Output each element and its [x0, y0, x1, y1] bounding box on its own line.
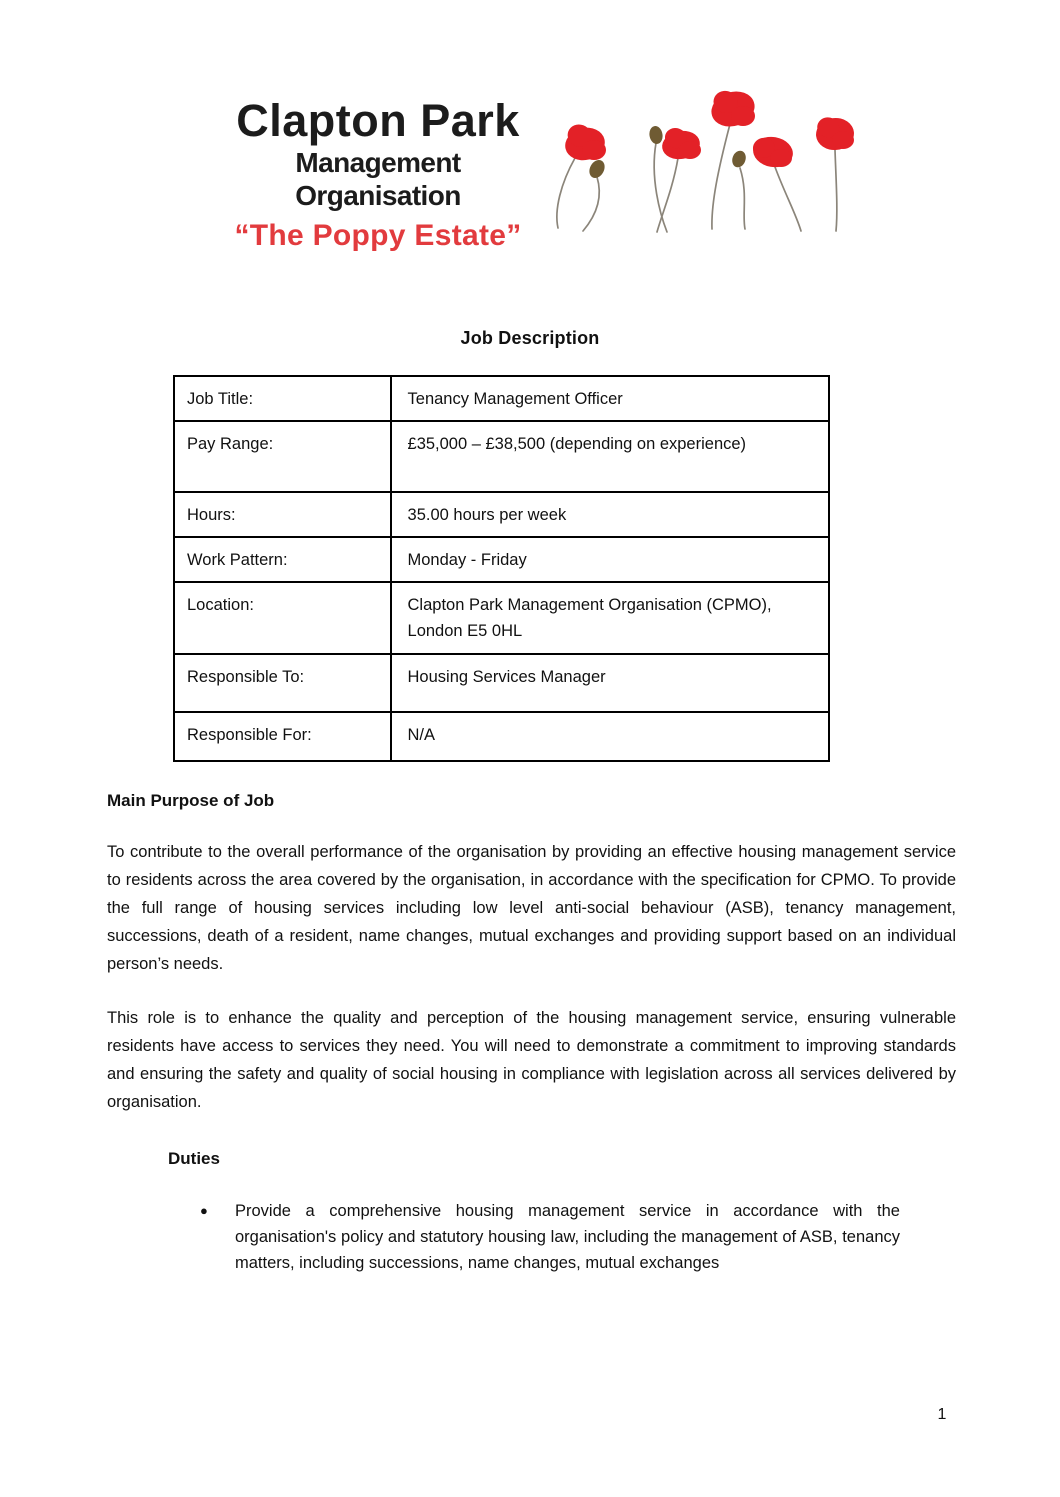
- organisation-logo: [218, 96, 538, 253]
- row-label: Location:: [174, 582, 391, 654]
- job-details-table: [173, 375, 830, 762]
- page-title: Job Description: [460, 328, 600, 348]
- row-label: Responsible To:: [174, 654, 391, 712]
- row-label: Job Title:: [174, 376, 391, 421]
- row-label: Pay Range:: [174, 421, 391, 492]
- page-number: 1: [937, 1406, 947, 1423]
- section-heading-duties: Duties: [168, 1149, 220, 1168]
- row-label: Responsible For:: [174, 712, 391, 761]
- list-item: [107, 1198, 956, 1276]
- bullet-text: Provide a comprehensive housing management service in accordance with the organisation's policy and statutory housing law, including the management of ASB, tenancy matters, including successions, name changes, mutual exchanges: [235, 1202, 900, 1272]
- document-body: [107, 790, 956, 1276]
- table-row: [174, 654, 829, 712]
- row-value: Tenancy Management Officer: [391, 376, 829, 421]
- table-row: [174, 712, 829, 761]
- logo-org-name-line1: Clapton Park: [236, 95, 520, 146]
- row-value: Clapton Park Management Organisation (CPMO), London E5 0HL: [391, 582, 829, 654]
- table-row: [174, 537, 829, 582]
- row-value: £35,000 – £38,500 (depending on experience): [391, 421, 829, 492]
- row-label: Hours:: [174, 492, 391, 537]
- table-row: [174, 582, 829, 654]
- table-row: [174, 492, 829, 537]
- bullet-icon: ●: [200, 1203, 208, 1218]
- row-value: Monday - Friday: [391, 537, 829, 582]
- paragraph: To contribute to the overall performance of the organisation by providing an effective housing management service to residents across the area covered by the organisation, in accordance with the specification for CPMO. To provide the full range of housing services including low level anti-social behaviour (ASB), tenancy management, successions, death of a resident, name changes, mutual exchanges and providing support based on an individual person’s needs.: [107, 843, 956, 973]
- section-heading-main-purpose: Main Purpose of Job: [107, 791, 275, 810]
- table-row: [174, 376, 829, 421]
- row-label: Work Pattern:: [174, 537, 391, 582]
- logo-org-name-line2: Management Organisation: [295, 147, 461, 211]
- row-value: 35.00 hours per week: [391, 492, 829, 537]
- poppy-flowers-icon: [548, 78, 873, 246]
- paragraph: This role is to enhance the quality and perception of the housing management service, ensuring vulnerable residents have access to services they need. You will need to demonstrate a commitment to improving standards and ensuring the safety and quality of social housing in compliance with legislation across all services delivered by organisation.: [107, 1009, 956, 1111]
- table-row: [174, 421, 829, 492]
- logo-tagline: “The Poppy Estate”: [234, 219, 522, 252]
- row-value: Housing Services Manager: [391, 654, 829, 712]
- row-value: N/A: [391, 712, 829, 761]
